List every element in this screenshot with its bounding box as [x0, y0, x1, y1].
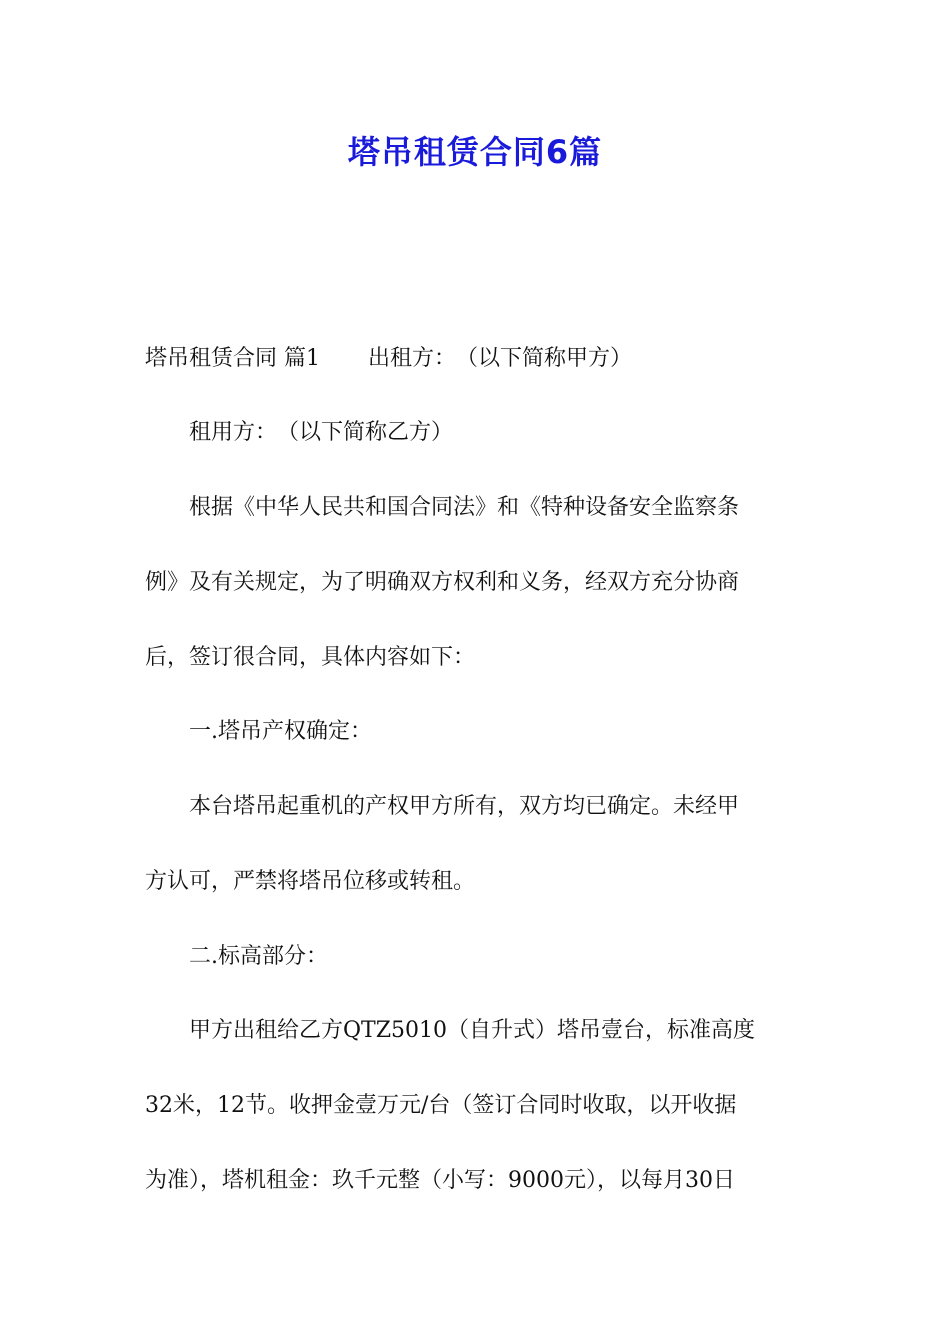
- text-line-6: 一.塔吊产权确定：: [145, 719, 372, 744]
- text-line-3: 根据《中华人民共和国合同法》和《特种设备安全监察条: [145, 495, 740, 520]
- text-line-7: 本台塔吊起重机的产权甲方所有，双方均已确定。未经甲: [145, 794, 740, 819]
- text-line-4: 例》及有关规定，为了明确双方权利和义务，经双方充分协商: [145, 570, 740, 595]
- text-line-12: 为准），塔机租金：玖千元整（小写：9000元），以每月30日: [145, 1168, 735, 1193]
- text-line-9: 二.标高部分：: [145, 944, 328, 969]
- text-line-10: 甲方出租给乙方QTZ5010（自升式）塔吊壹台，标准高度: [145, 1018, 755, 1043]
- text-line-5: 后，签订很合同，具体内容如下：: [145, 645, 476, 670]
- document-title: 塔吊租赁合同6篇: [347, 133, 603, 171]
- text-line-1: [145, 343, 807, 375]
- text-line-2: 租用方： （以下简称乙方）: [145, 420, 454, 445]
- section-heading: 塔吊租赁合同 篇1: [145, 346, 320, 371]
- text-line-11: 32米，12节。收押金壹万元/台（签订合同时收取，以开收据: [145, 1093, 737, 1118]
- text-line-8: 方认可，严禁将塔吊位移或转租。: [145, 869, 476, 894]
- lessor-line: 出租方： （以下简称甲方）: [368, 346, 633, 371]
